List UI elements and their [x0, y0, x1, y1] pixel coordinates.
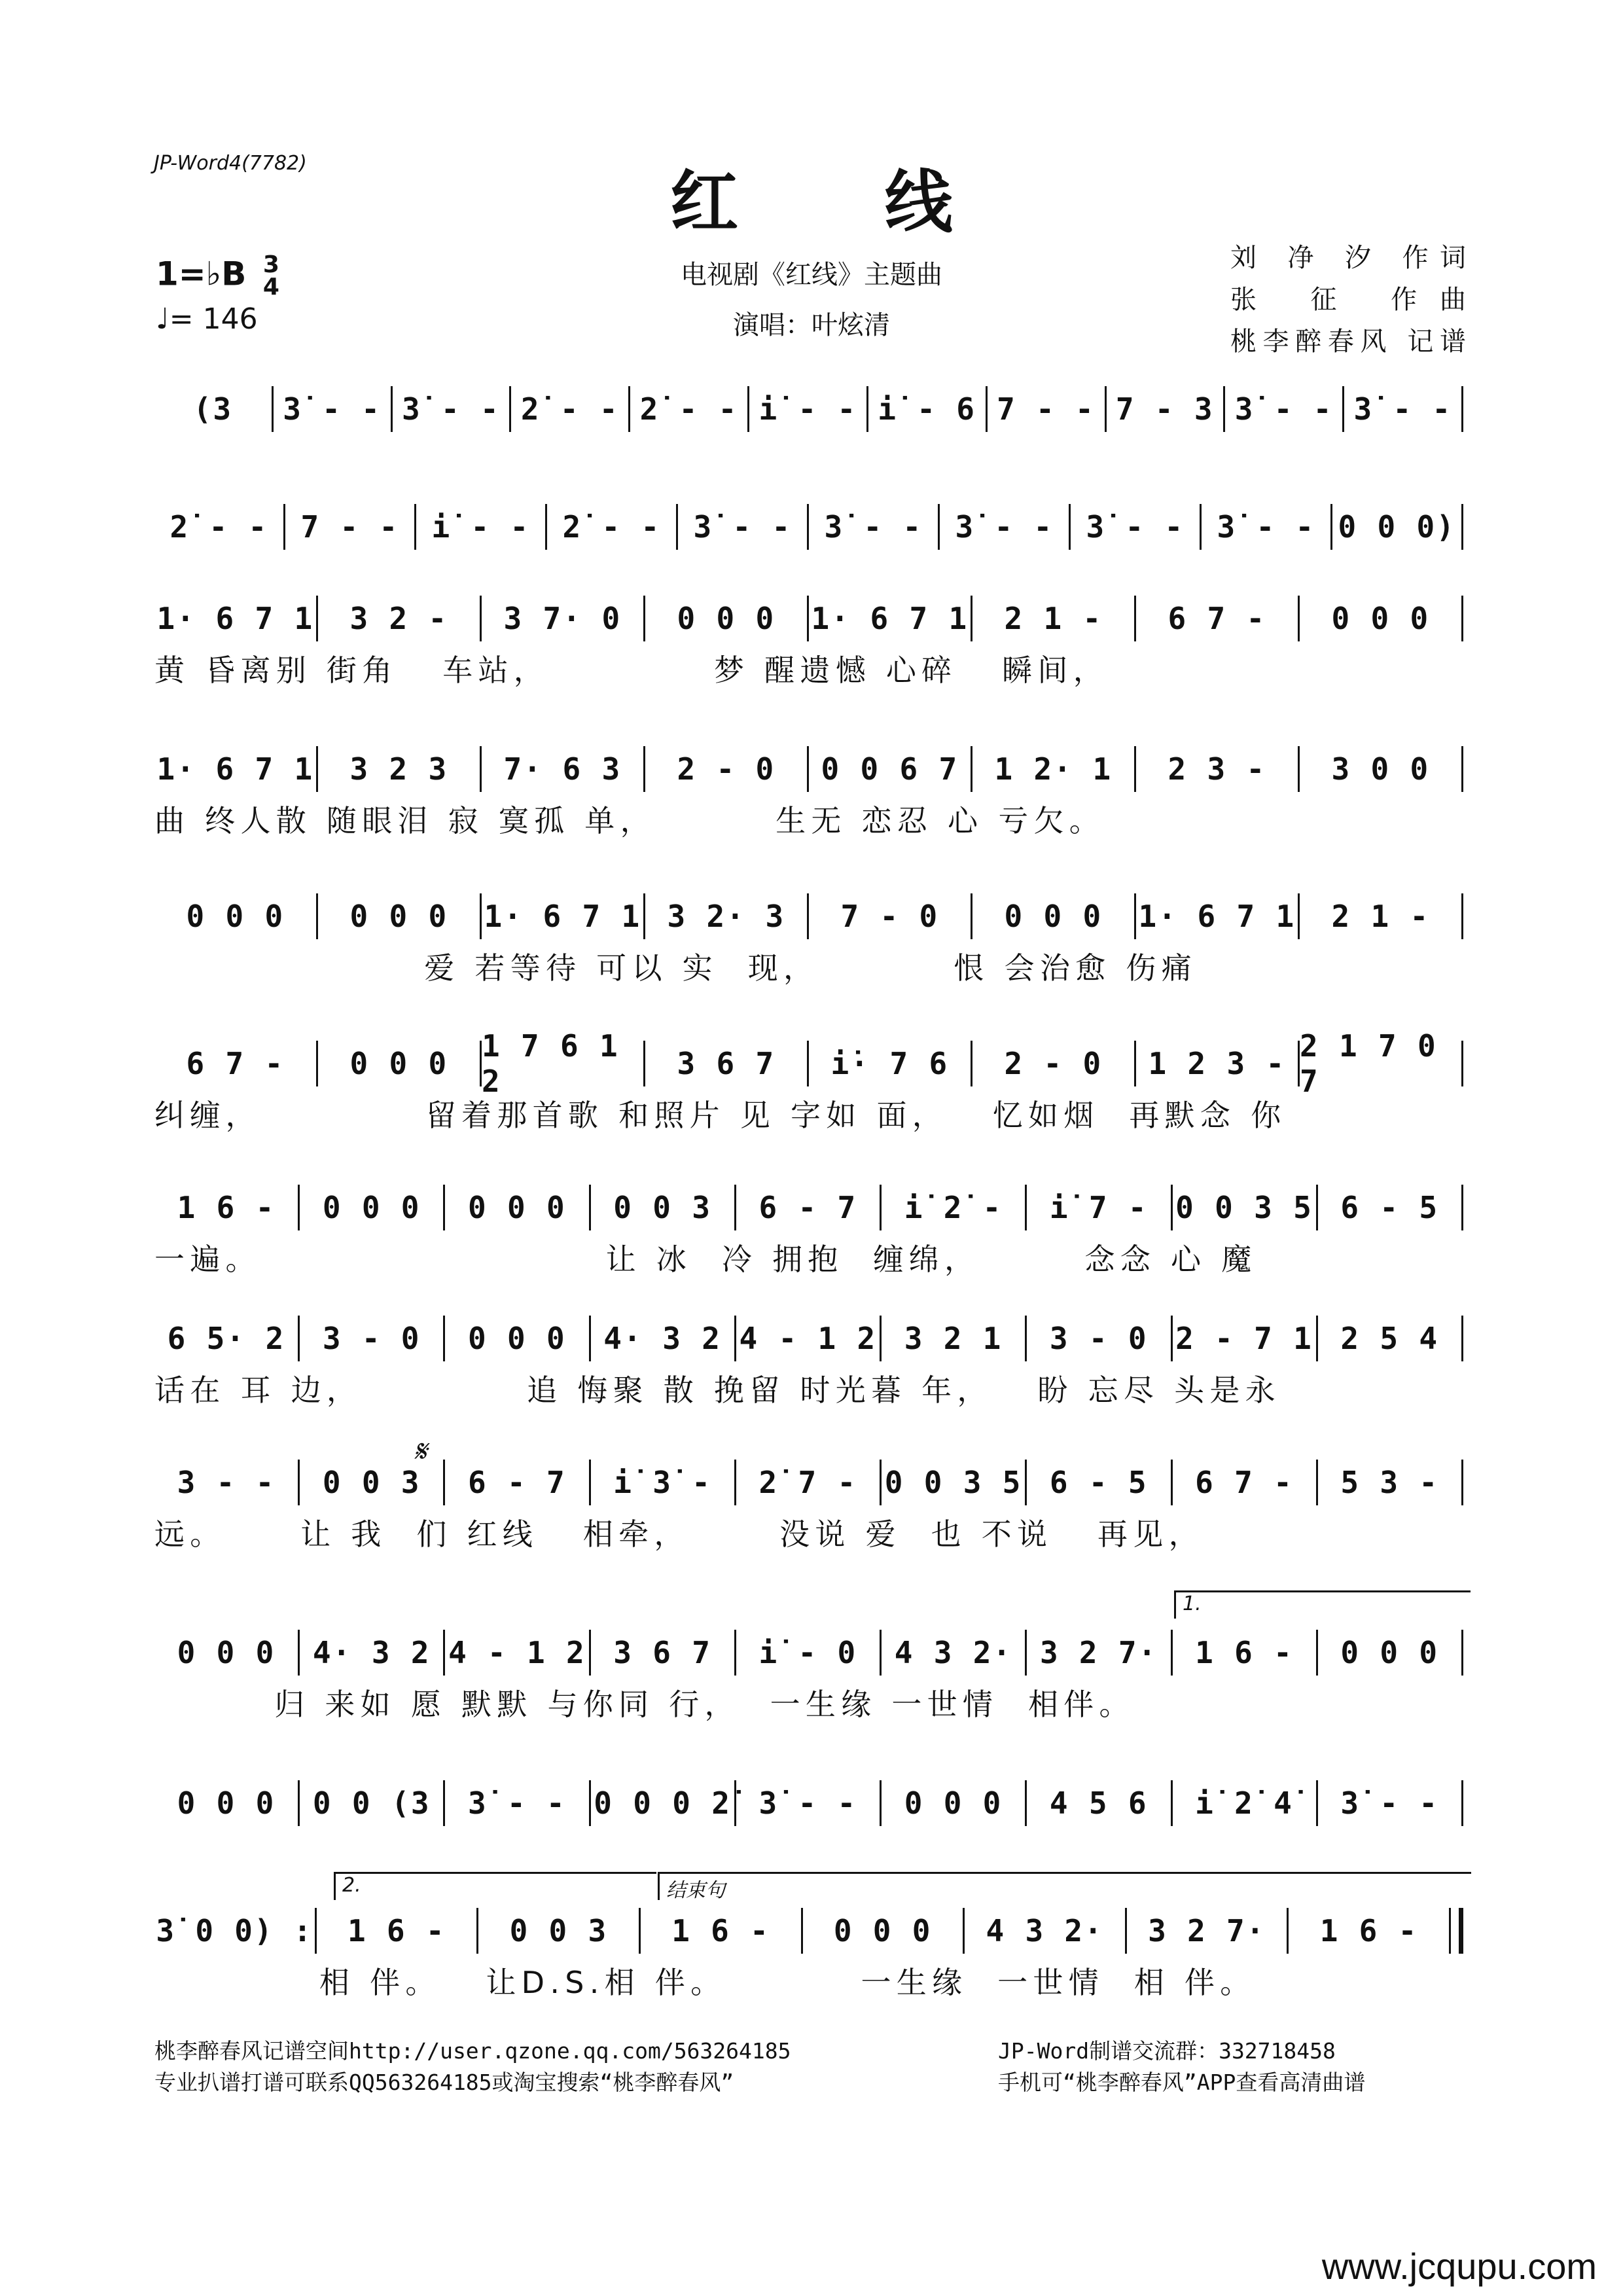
measure: 0 0 3 [509, 1913, 608, 1948]
site-watermark: www.jcqupu.com [1321, 2246, 1597, 2287]
footer-right [998, 2036, 1365, 2098]
barline [1461, 596, 1463, 641]
measure: 3̇ - - [402, 391, 501, 427]
footer-left-line2: 专业扒谱打谱可联系QQ563264185或淘宝搜索“桃李醉春风” [154, 2070, 734, 2095]
measure: 3 - 0 [322, 1321, 421, 1356]
measure: 3̇ - - [955, 509, 1054, 545]
measure: 0 0 0 [468, 1190, 567, 1225]
measure-line [154, 1630, 1463, 1676]
measure: 1· 6 7 1 [1138, 899, 1296, 934]
measure: 3 6 7 [613, 1635, 712, 1670]
barline [1461, 1185, 1463, 1230]
measure: 0 0 3 5 [1175, 1190, 1313, 1225]
program-label: JP-Word4(7782) [154, 152, 307, 175]
measure: 0 0 0 [904, 1785, 1003, 1821]
measure: 1 2 3 - [1148, 1046, 1286, 1081]
measure: 6 5· 2 [167, 1321, 285, 1356]
measure: 2̇ 7 - [758, 1465, 857, 1500]
measure: i̇ 7 - [1049, 1190, 1148, 1225]
barline [1461, 504, 1463, 550]
lyric-line: 曲 终人散 随眼泪 寂 寞孤 单， 生无 恋忍 心 亏欠。 [154, 803, 1105, 838]
measure: 7 - - [997, 391, 1096, 427]
measure: 1· 6 7 1 [811, 601, 969, 636]
measure: 6 - 5 [1049, 1465, 1148, 1500]
measure: 1 7 6 1 2 [482, 1028, 619, 1099]
measure: 2 3 - [1168, 751, 1266, 787]
measure: 1 6 - [1319, 1913, 1418, 1948]
measure: 7 - - [300, 509, 399, 545]
lyric-line: 一遍。 让 冰 冷 拥抱 缠绵， 念念 心 魔 [154, 1242, 1257, 1277]
measure: 2 1 - [1004, 601, 1103, 636]
measure: 1· 6 7 1 [484, 899, 641, 934]
credits [1230, 237, 1466, 363]
footer-right-line1: JP-Word制谱交流群：332718458 [998, 2038, 1336, 2064]
measure: 3 2 - [349, 601, 448, 636]
measure: 3̇ - - [1217, 509, 1315, 545]
measure: 4 3 2· [894, 1635, 1012, 1670]
barline [1449, 1908, 1463, 1954]
measure-line [154, 1780, 1463, 1826]
measure: 7 - 0 [840, 899, 939, 934]
measure: i̇· 7 6 [830, 1046, 949, 1081]
measure: 0 0 0 [1340, 1635, 1439, 1670]
measure: 3̇ - - [283, 391, 382, 427]
measure: 4 3 2· [986, 1913, 1104, 1948]
measure: 0 0 6 7 [821, 751, 959, 787]
barline [1461, 1630, 1463, 1676]
measure: 7 - 3 [1115, 391, 1214, 427]
measure: 1 2· 1 [994, 751, 1113, 787]
measure-line [154, 1316, 1463, 1361]
measure-line [154, 1028, 1463, 1099]
ending-phrase: 结束句 [658, 1872, 1471, 1900]
measure: 0 0 0 [1331, 601, 1430, 636]
singer: 演唱：叶炫清 [733, 310, 890, 340]
footer-right-line2: 手机可“桃李醉春风”APP查看高清曲谱 [998, 2070, 1366, 2095]
measure: 0 0 3 [613, 1190, 712, 1225]
song-title: 红 线 [670, 162, 1014, 242]
measure: 4 - 1 2 [448, 1635, 586, 1670]
measure: 3 7· 0 [503, 601, 622, 636]
measure: 2̇ - - [562, 509, 661, 545]
measure: 3 0 0 [1331, 751, 1430, 787]
measure-line [154, 386, 1463, 432]
measure: 0 0 3 [322, 1465, 421, 1500]
measure: 2̇ - - [639, 391, 738, 427]
volta-2: 2. [334, 1872, 656, 1900]
measure: 3̇ - - [1353, 391, 1452, 427]
tempo: ♩= 146 [156, 302, 258, 336]
measure: 3̇ - - [758, 1785, 857, 1821]
measure: 3 - 0 [1049, 1321, 1148, 1356]
measure: 0 0 0 [186, 899, 285, 934]
measure: 6 7 - [186, 1046, 285, 1081]
measure: 0 0 0 [1004, 899, 1103, 934]
measure: 3 6 7 [677, 1046, 776, 1081]
measure: 0 0 0 [833, 1913, 932, 1948]
measure: 1 6 - [1195, 1635, 1294, 1670]
measure: 2 - 0 [1004, 1046, 1103, 1081]
measure: 0 0 0 [177, 1785, 276, 1821]
footer-left [154, 2036, 791, 2098]
measure: 3̇ - - [693, 509, 792, 545]
measure-line [154, 893, 1463, 939]
measure: 2 - 0 [677, 751, 776, 787]
measure: 0 0 3 5 [884, 1465, 1022, 1500]
song-subtitle: 电视剧《红线》主题曲 [681, 260, 942, 290]
measure: 3 2· 3 [667, 899, 785, 934]
measure: 6 - 5 [1340, 1190, 1439, 1225]
lyricist-credit: 刘 净 汐 作词 [1230, 243, 1466, 273]
measure: 3 - - [177, 1465, 276, 1500]
lyric-line: 话在 耳 边， 追 悔聚 散 挽留 时光暮 年， 盼 忘尽 头是永 [154, 1372, 1281, 1408]
measure: 1 6 - [671, 1913, 770, 1948]
lyric-line: 归 来如 愿 默默 与你同 行， 一生缘 一世情 相伴。 [154, 1687, 1135, 1722]
barline [1461, 386, 1463, 432]
barline [1461, 893, 1463, 939]
measure: 0 0 (3 [312, 1785, 431, 1821]
lyric-line: 远。 让 我 们 红线 相牵， 没说 爱 也 不说 再见， [154, 1516, 1204, 1552]
measure: 3 2 7· [1039, 1635, 1158, 1670]
measure: i̇ 3̇ - [613, 1465, 712, 1500]
measure: 3̇ - - [1340, 1785, 1439, 1821]
segno-mark: 𝄋 [414, 1433, 427, 1469]
footer-left-line1: 桃李醉春风记谱空间http://user.qzone.qq.com/563264185 [154, 2038, 791, 2064]
volta-1: 1. [1174, 1590, 1471, 1619]
lyric-line: 爱 若等待 可以 实 现， 恨 会治愈 伤痛 [154, 950, 1197, 986]
measure: 2 1 - [1331, 899, 1430, 934]
measure-line [154, 596, 1463, 641]
measure: 0 0 0 [349, 1046, 448, 1081]
measure: 4 5 6 [1049, 1785, 1148, 1821]
measure: 3 2 7· [1148, 1913, 1266, 1948]
barline [1461, 1041, 1463, 1086]
measure: 0 0 0 [349, 899, 448, 934]
measure: 4 - 1 2 [739, 1321, 877, 1356]
measure: 3̇ 0 0) : [156, 1913, 313, 1948]
measure: i̇ 2̇ - [904, 1190, 1003, 1225]
composer-credit: 张 征 作曲 [1230, 285, 1466, 315]
measure: i̇ - 6 [878, 391, 976, 427]
measure: 0 0 0 [677, 601, 776, 636]
barline [1461, 1460, 1463, 1505]
measure-line [154, 746, 1463, 792]
measure: 2 - 7 1 [1175, 1321, 1313, 1356]
lyric-line: 纠缠， 留着那首歌 和照片 见 字如 面， 忆如烟 再默念 你 [154, 1098, 1287, 1133]
measure: 1 6 - [347, 1913, 446, 1948]
time-bottom: 4 [262, 274, 279, 300]
measure: i̇ 2̇ 4̇ [1195, 1785, 1294, 1821]
measure-line [154, 504, 1463, 550]
lyric-line: 相 伴。 让D.S.相 伴。 一生缘 一世情 相 伴。 [154, 1965, 1256, 2000]
barline [1461, 1780, 1463, 1826]
measure: 3 2 3 [349, 751, 448, 787]
measure: 3̇ - - [824, 509, 923, 545]
measure-line [154, 1908, 1463, 1954]
measure: 0 0 0 [177, 1635, 276, 1670]
measure: i̇ - - [431, 509, 530, 545]
measure-line [154, 1185, 1463, 1230]
measure: (3 [193, 391, 233, 427]
measure: 6 - 7 [758, 1190, 857, 1225]
measure: 1· 6 7 1 [156, 751, 314, 787]
measure: 4· 3 2 [312, 1635, 431, 1670]
measure: 6 - 7 [468, 1465, 567, 1500]
transcriber-credit: 桃李醉春风 记谱 [1230, 327, 1466, 357]
barline [1461, 1316, 1463, 1361]
measure: 3̇ - - [1086, 509, 1185, 545]
measure: 2 1 7 0 7 [1300, 1028, 1437, 1099]
measure: i̇ - - [758, 391, 857, 427]
measure: 1· 6 7 1 [156, 601, 314, 636]
measure: 5 3 - [1340, 1465, 1439, 1500]
measure: 4· 3 2 [603, 1321, 722, 1356]
measure: 6 7 - [1168, 601, 1266, 636]
measure: 3̇ - - [1234, 391, 1333, 427]
time-signature [262, 251, 279, 300]
measure-line [154, 1460, 1463, 1505]
measure: 3̇ - - [468, 1785, 567, 1821]
lyric-line: 黄 昏离别 街角 车站， 梦 醒遗憾 心碎 瞬间， [154, 653, 1109, 688]
measure: 2 5 4 [1340, 1321, 1439, 1356]
measure: i̇ - 0 [758, 1635, 857, 1670]
barline [1461, 746, 1463, 792]
measure: 0 0 0 [322, 1190, 421, 1225]
measure: 1 6 - [177, 1190, 276, 1225]
measure: 2̇ - - [520, 391, 619, 427]
key-signature [156, 251, 279, 300]
measure: 0 0 0) [1338, 509, 1456, 545]
measure: 6 7 - [1195, 1465, 1294, 1500]
measure: 2̇ - - [169, 509, 268, 545]
measure: 3 2 1 [904, 1321, 1003, 1356]
measure: 0 0 0 2̇ [594, 1785, 732, 1821]
time-top: 3 [262, 251, 279, 278]
key-label: 1=♭B [156, 255, 247, 293]
measure: 7· 6 3 [503, 751, 622, 787]
measure: 0 0 0 [468, 1321, 567, 1356]
